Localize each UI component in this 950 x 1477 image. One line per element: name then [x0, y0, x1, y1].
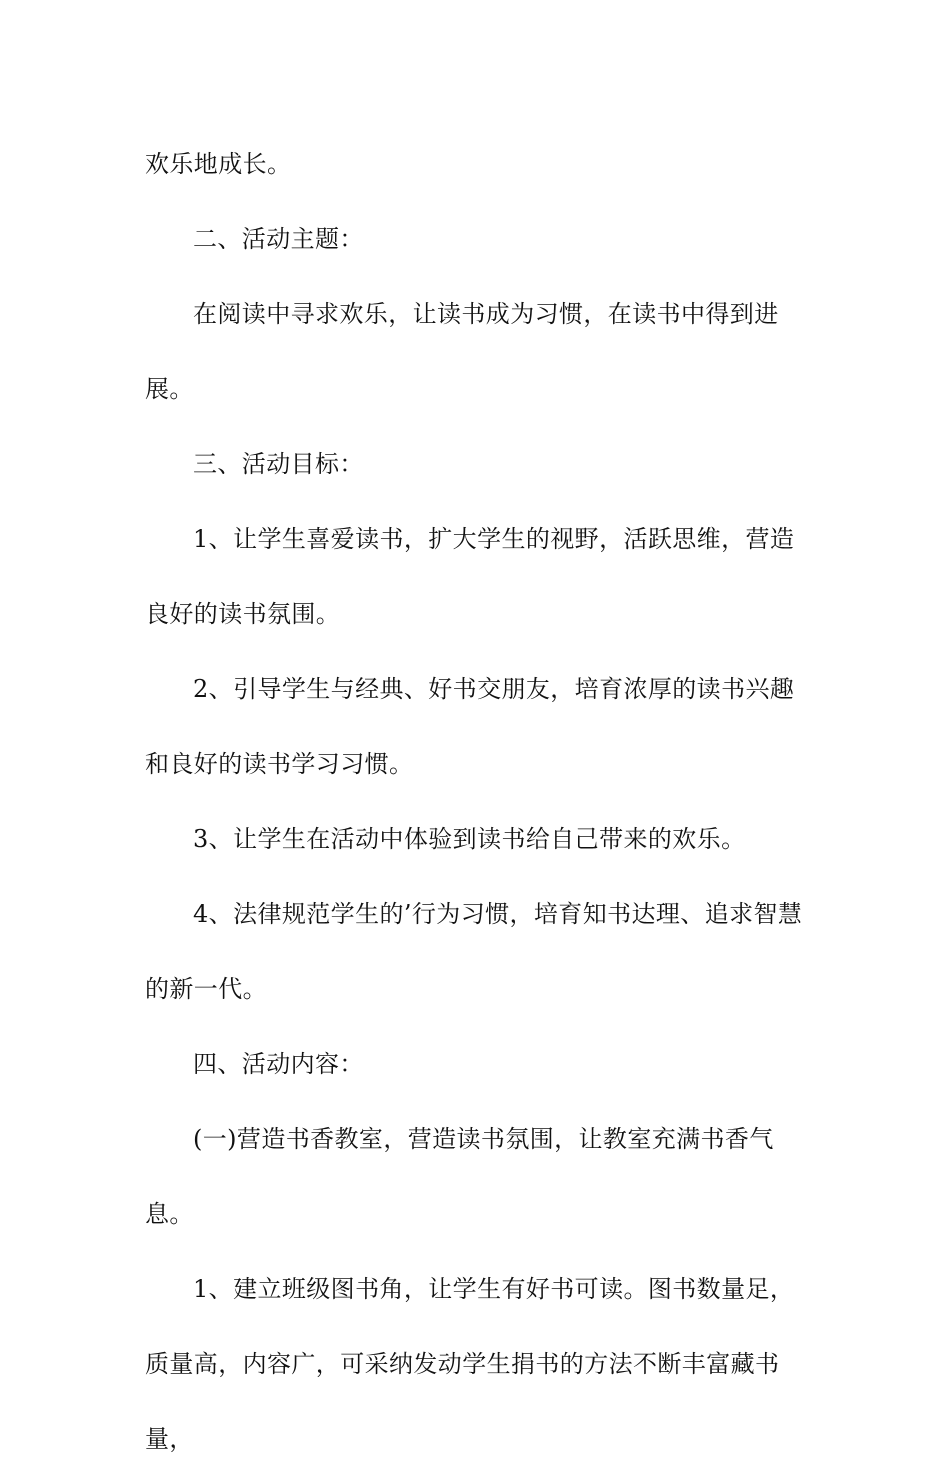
goal-item-1: 1、让学生喜爱读书，扩大学生的视野，活跃思维，营造良好的读书氛围。 [145, 525, 795, 628]
heading-activity-content: 四、活动内容： [193, 1050, 364, 1078]
content-item-1: 1、建立班级图书角，让学生有好书可读。图书数量足，质量高，内容广，可采纳发动学生捐书的方法不断丰富藏书量， [145, 1275, 795, 1453]
paragraph-theme: 在阅读中寻求欢乐，让读书成为习惯，在读书中得到进展。 [145, 300, 779, 403]
paragraph-continuation: 欢乐地成长。 [145, 150, 292, 178]
goal-item-4: 4、法律规范学生的’行为习惯，培育知书达理、追求智慧的新一代。 [145, 900, 803, 1003]
goal-item-2: 2、引导学生与经典、好书交朋友，培育浓厚的读书兴趣和良好的读书学习习惯。 [145, 675, 795, 778]
goal-item-3: 3、让学生在活动中体验到读书给自己带来的欢乐。 [193, 825, 746, 853]
document-body [145, 127, 807, 1477]
heading-activity-theme: 二、活动主题： [193, 225, 364, 253]
content-section-1: (一)营造书香教室，营造读书氛围，让教室充满书香气息。 [145, 1125, 774, 1228]
heading-activity-goals: 三、活动目标： [193, 450, 364, 478]
